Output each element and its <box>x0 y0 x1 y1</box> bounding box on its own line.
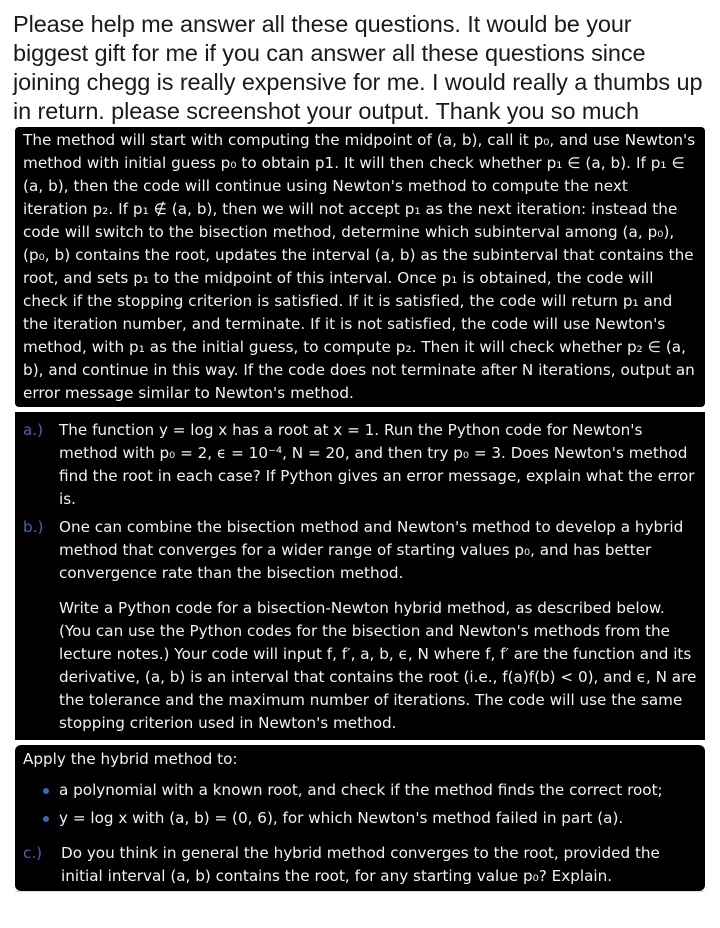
apply-bullet-text: a polynomial with a known root, and check if the method finds the correct root; <box>59 781 663 799</box>
part-a-label: a.) <box>23 421 44 439</box>
part-c-label: c.) <box>23 844 43 862</box>
method-description-panel <box>15 127 705 407</box>
apply-panel <box>15 745 705 891</box>
part-a-text: The function y = log x has a root at x = 1. Run the Python code for Newton's method with p₀ = 2, ϵ = 10⁻⁴, N = 20, and then try p₀ = 3. Does Newton's method find the root in each case? If Python gives an error message, explain what the error is. <box>59 421 695 508</box>
part-a <box>23 419 701 511</box>
apply-bullet-2 <box>43 807 693 830</box>
bullet-dot-icon <box>43 816 49 822</box>
apply-bullet-1 <box>43 779 693 802</box>
part-b-text: One can combine the bisection method and Newton's method to develop a hybrid method that converges for a wider range of starting values p₀, and has better convergence rate than the bisection method. <box>59 518 684 582</box>
part-c <box>23 842 701 888</box>
divider <box>15 891 705 892</box>
apply-title: Apply the hybrid method to: <box>23 750 238 768</box>
part-b-continued <box>23 597 701 735</box>
part-b <box>23 516 701 585</box>
part-b-label: b.) <box>23 518 44 536</box>
bullet-dot-icon <box>43 788 49 794</box>
questions-panel <box>15 412 705 740</box>
part-c-text: Do you think in general the hybrid method converges to the root, provided the initial interval (a, b) contains the root, for any starting value p₀? Explain. <box>61 844 660 885</box>
apply-bullet-text: y = log x with (a, b) = (0, 6), for which Newton's method failed in part (a). <box>59 809 624 827</box>
request-text: Please help me answer all these questions. It would be your biggest gift for me if you can answer all these questions since joining chegg is really expensive for me. I would really a thumbs up in return. please screenshot your output. Thank you so much <box>13 11 703 124</box>
part-b-text2: Write a Python code for a bisection-Newton hybrid method, as described below. (You can use the Python codes for the bisection and Newton's methods from the lecture notes.) Your code will input f, f′, a, b, ϵ, N where f, f′ are the function and its derivative, (a, b) is an interval that contains the root (i.e., f(a)f(b) < 0), and ϵ, N are the tolerance and the maximum number of iterations. The code will use the same stopping criterion used in Newton's method. <box>59 599 697 732</box>
method-description: The method will start with computing the midpoint of (a, b), call it p₀, and use Newton's method with initial guess p₀ to obtain p1. It will then check whether p₁ ∈ (a, b). If p₁ ∈ (a, b), then the code will continue using Newton's method to compute the next iteration p₂. If p₁ ∉ (a, b), then we will not accept p₁ as the next iteration: instead the code will switch to the bisection method, determine which subinterval among (a, p₀), (p₀, b) contains the root, updates the interval (a, b) as the subinterval that contains the root, and sets p₁ to the midpoint of this interval. Once p₁ is obtained, the code will check if the stopping criterion is satisfied. If it is satisfied, the code will return p₁ and the iteration number, and terminate. If it is not satisfied, the code will use Newton's method, with p₁ as the initial guess, to compute p₂. Then it will check whether p₂ ∈ (a, b), and continue in this way. If the code does not terminate after N iterations, output an error message similar to Newton's method. <box>23 131 696 402</box>
